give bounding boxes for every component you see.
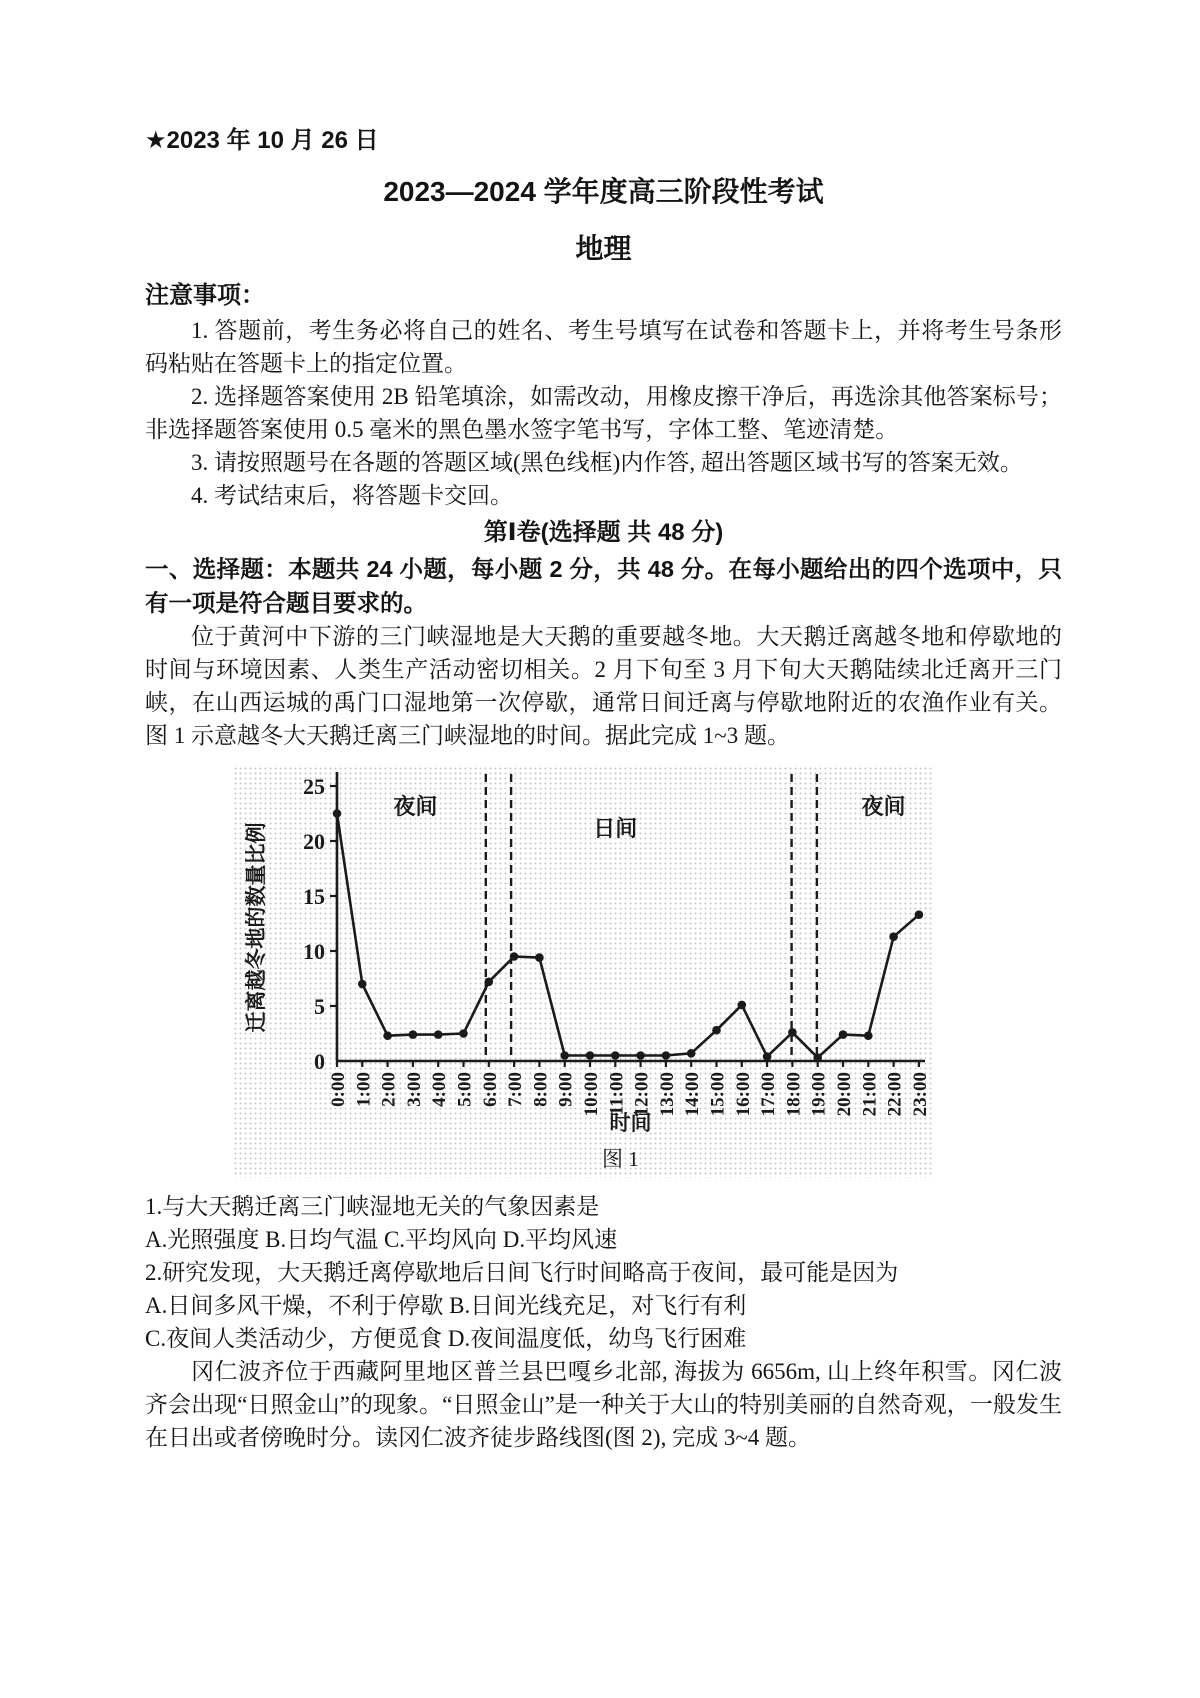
passage-swan-migration: 位于黄河中下游的三门峡湿地是大天鹅的重要越冬地。大天鹅迁离越冬地和停歇地的时间与环境因素、人类生产活动密切相关。2 月下旬至 3 月下旬大天鹅陆续北迁离开三门峡，在山西运城的禹门口湿地第一次停歇，通常日间迁离与停歇地附近的农渔作业有关。图 1 示意越冬大天鹅迁离三门峡湿地的时间。据此完成 1~3 题。	[145, 624, 1062, 748]
figure-1	[233, 766, 933, 1178]
x-tick-label: 1:00	[353, 1072, 375, 1107]
figure-caption: 图 1	[602, 1147, 639, 1171]
data-point	[611, 1051, 620, 1060]
data-point	[358, 980, 367, 989]
data-point	[459, 1029, 468, 1038]
notice-heading: 注意事项：	[145, 282, 265, 309]
question-2-stem: 2.研究发现，大天鹅迁离停歇地后日间飞行时间略高于夜间，最可能是因为	[145, 1260, 899, 1285]
x-tick-label: 17:00	[758, 1072, 780, 1117]
y-tick-label: 25	[303, 774, 325, 799]
data-point	[763, 1052, 772, 1061]
data-point	[839, 1030, 848, 1039]
data-point	[738, 1001, 747, 1010]
notice-item-2: 2. 选择题答案使用 2B 铅笔填涂，如需改动，用橡皮擦干净后，再选涂其他答案标号；非选择题答案使用 0.5 毫米的黑色墨水签字笔书写，字体工整、笔迹清楚。	[145, 384, 1062, 442]
data-point	[915, 910, 924, 919]
x-tick-label: 11:00	[606, 1072, 628, 1116]
figure-1-chart	[233, 766, 933, 1178]
section-instructions: 一、选择题：本题共 24 小题，每小题 2 分，共 48 分。在每小题给出的四个选项中，只有一项是符合题目要求的。	[145, 556, 1062, 616]
data-point	[712, 1026, 721, 1035]
exam-date-line: ★2023 年 10 月 26 日	[145, 127, 379, 154]
x-tick-label: 14:00	[682, 1072, 704, 1117]
data-point	[813, 1053, 822, 1062]
x-tick-label: 20:00	[834, 1072, 855, 1117]
x-tick-label: 8:00	[530, 1072, 552, 1107]
x-tick-label: 6:00	[479, 1072, 501, 1107]
data-point	[864, 1031, 873, 1040]
data-point	[535, 953, 544, 962]
x-tick-label: 0:00	[328, 1072, 349, 1107]
y-tick-label: 20	[303, 829, 325, 854]
question-1-stem: 1.与大天鹅迁离三门峡湿地无关的气象因素是	[145, 1194, 600, 1219]
notice-item-4: 4. 考试结束后，将答题卡交回。	[191, 483, 513, 508]
data-point	[510, 952, 519, 961]
x-tick-label: 9:00	[555, 1072, 577, 1107]
y-tick-label: 0	[314, 1049, 325, 1074]
x-tick-label: 4:00	[429, 1072, 451, 1107]
notice-item-3: 3. 请按照题号在各题的答题区域(黑色线框)内作答, 超出答题区域书写的答案无效。	[191, 450, 1023, 475]
region-label: 夜间	[861, 794, 906, 819]
x-tick-label: 21:00	[859, 1072, 881, 1117]
data-point	[636, 1051, 645, 1060]
passage-kangrinboqe: 冈仁波齐位于西藏阿里地区普兰县巴嘎乡北部, 海拔为 6656m, 山上终年积雪。冈仁波齐会出现“日照金山”的现象。“日照金山”是一种关于大山的特别美丽的自然奇观，一般发生在日出或者傍晚时分。读冈仁波齐徒步路线图(图 2), 完成 3~4 题。	[145, 1359, 1062, 1450]
question-1-options: A.光照强度 B.日均气温 C.平均风向 D.平均风速	[145, 1227, 618, 1252]
x-tick-label: 23:00	[909, 1072, 931, 1117]
region-label: 日间	[593, 816, 638, 841]
question-2-options-ab: A.日间多风干燥，不利于停歇 B.日间光线充足，对飞行有利	[145, 1293, 747, 1318]
region-label: 夜间	[393, 794, 438, 819]
exam-title: 2023—2024 学年度高三阶段性考试	[383, 176, 824, 207]
data-point	[687, 1049, 696, 1058]
x-tick-label: 13:00	[656, 1072, 678, 1117]
y-tick-label: 15	[303, 884, 325, 909]
data-point	[889, 932, 898, 941]
data-point	[485, 978, 494, 987]
swan-departure-line	[337, 814, 919, 1058]
x-axis-title: 时间	[609, 1112, 652, 1135]
x-tick-label: 3:00	[403, 1072, 425, 1107]
notice-item-1: 1. 答题前，考生务必将自己的姓名、考生号填写在试卷和答题卡上，并将考生号条形码粘贴在答题卡上的指定位置。	[145, 318, 1062, 376]
x-tick-label: 18:00	[783, 1072, 805, 1117]
data-point	[434, 1030, 443, 1039]
data-point	[333, 809, 342, 818]
x-tick-label: 16:00	[732, 1072, 754, 1117]
data-point	[409, 1030, 418, 1039]
x-tick-label: 5:00	[454, 1072, 476, 1107]
x-tick-label: 7:00	[505, 1072, 527, 1107]
data-point	[662, 1051, 671, 1060]
data-point	[586, 1051, 595, 1060]
data-point	[560, 1051, 569, 1060]
x-tick-label: 15:00	[707, 1072, 729, 1117]
data-point	[383, 1031, 392, 1040]
y-tick-label: 10	[303, 939, 325, 964]
data-point	[788, 1028, 797, 1037]
subject-title: 地理	[575, 233, 632, 264]
question-2-options-cd: C.夜间人类活动少，方便觅食 D.夜间温度低，幼鸟飞行困难	[145, 1326, 747, 1351]
y-axis-title: 迁离越冬地的数量比例	[245, 822, 268, 1033]
x-tick-label: 2:00	[378, 1072, 400, 1107]
x-tick-label: 19:00	[808, 1072, 830, 1117]
y-tick-label: 5	[314, 994, 325, 1019]
x-tick-label: 12:00	[631, 1072, 653, 1117]
x-tick-label: 10:00	[581, 1072, 602, 1117]
x-tick-label: 22:00	[884, 1072, 906, 1117]
section-title: 第Ⅰ卷(选择题 共 48 分)	[483, 519, 724, 546]
